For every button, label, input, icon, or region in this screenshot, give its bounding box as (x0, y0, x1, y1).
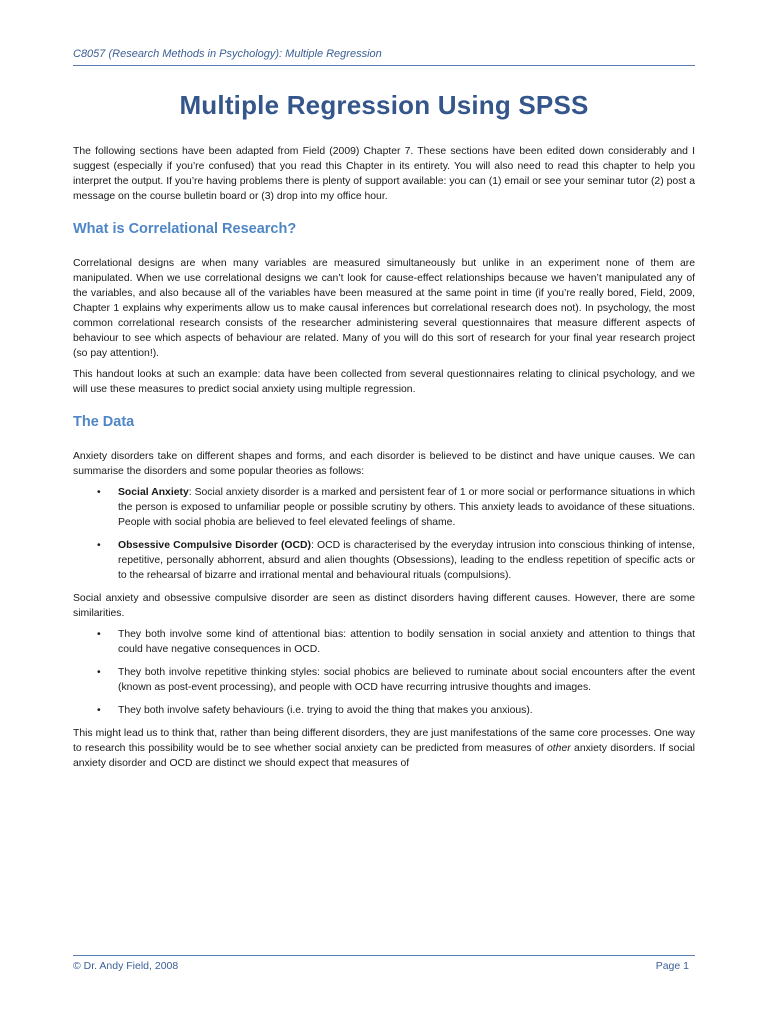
correlational-paragraph-2: This handout looks at such an example: data have been collected from several questionnaires relating to clinical psychology, and we will use these measures to predict social anxiety using multiple regression. (73, 369, 695, 395)
intro-paragraph: The following sections have been adapted from Field (2009) Chapter 7. These sections have been edited down considerably and I suggest (especially if you’re confused) that you read this Chapter in its entirety. You will also need to read this chapter to help you interpret the output. If you’re having problems there is plenty of support available: you can (1) email or see your seminar tutor (2) post a message on the course bulletin board or (3) drop into my office hour. (73, 146, 695, 202)
similarities-list (73, 627, 695, 718)
document-body (73, 144, 695, 777)
para3-text-end: anxiety disorders. If social anxiety disorder and OCD are distinct we should expect that measures of (73, 743, 695, 769)
bullet-icon: • (97, 667, 101, 678)
document-title: Multiple Regression Using SPSS (179, 90, 589, 120)
heading-correlational-research: What is Correlational Research? (73, 221, 297, 237)
similarity-text: They both involve some kind of attentional bias: attention to bodily sensation in social anxiety and attention to things that could have negative consequences in OCD. (118, 629, 695, 655)
bullet-icon: • (97, 629, 101, 640)
para3-text-start: This might lead us to think that, rather than being different disorders, they are just manifestations of the same core processes. One way to research this possibility would be to see whether social anxiety can be predicted from measures of (73, 728, 695, 754)
footer-page-number: Page 1 (655, 960, 689, 972)
bullet-icon: • (97, 705, 101, 716)
list-item-social-anxiety (73, 485, 695, 530)
data-paragraph-1: Anxiety disorders take on different shapes and forms, and each disorder is believed to be distinct and have unique causes. We can summarise the disorders and some popular theories as follows: (73, 451, 695, 477)
running-head: C8057 (Research Methods in Psychology): Multiple Regression (73, 48, 382, 60)
disorder-list (73, 485, 695, 583)
page-header (73, 44, 695, 66)
page-footer (73, 955, 695, 972)
bullet-icon: • (97, 540, 101, 551)
correlational-paragraph-1: Correlational designs are when many variables are measured simultaneously but unlike in an experiment none of them are manipulated. When we use correlational designs we can’t look for cause-effect relationships because we haven’t manipulated any of the variables, and also because all of the variables have been measured at the same point in time (if you’re really bored, Field, 2009, Chapter 1 explains why experiments allow us to make causal inferences but correlational research does not). In psychology, the most common correlational research consists of the researcher administering several questionnaires that measure different aspects of behaviour to see which aspects of behaviour are related. Many of you will do this sort of research for your final year research project (so pay attention!). (73, 258, 695, 359)
term-ocd: Obsessive Compulsive Disorder (OCD) (118, 540, 311, 551)
list-item-similarity (73, 665, 695, 695)
para3-emphasis: other (547, 743, 571, 754)
bullet-icon: • (97, 487, 101, 498)
similarity-text: They both involve repetitive thinking styles: social phobics are believed to ruminate about social encounters after the event (known as post-event processing), and people with OCD have recurring intrusive thoughts and images. (118, 667, 695, 693)
term-social-anxiety: Social Anxiety (118, 487, 189, 498)
heading-the-data: The Data (73, 414, 135, 430)
similarity-text: They both involve safety behaviours (i.e. trying to avoid the thing that makes you anxious). (118, 705, 533, 716)
list-item-ocd (73, 538, 695, 583)
list-item-similarity (73, 703, 695, 718)
desc-ocd: : OCD is characterised by the everyday intrusion into conscious thinking of intense, repetitive, personally abhorrent, absurd and alien thoughts (Obsessions), leading to the endless repetition of specific acts or to the rehearsal of bizarre and irrational mental and behavioural rituals (compulsions). (118, 540, 695, 581)
desc-social-anxiety: : Social anxiety disorder is a marked and persistent fear of 1 or more social or performance situations in which the person is exposed to unfamiliar people or possible scrutiny by others. This anxiety leads to avoidance of these situations. People with social phobia are believed to feel elevated feelings of shame. (118, 487, 695, 528)
footer-copyright: © Dr. Andy Field, 2008 (73, 960, 179, 972)
data-paragraph-3 (73, 726, 695, 771)
list-item-similarity (73, 627, 695, 657)
data-paragraph-2: Social anxiety and obsessive compulsive disorder are seen as distinct disorders having different causes. However, there are some similarities. (73, 593, 695, 619)
